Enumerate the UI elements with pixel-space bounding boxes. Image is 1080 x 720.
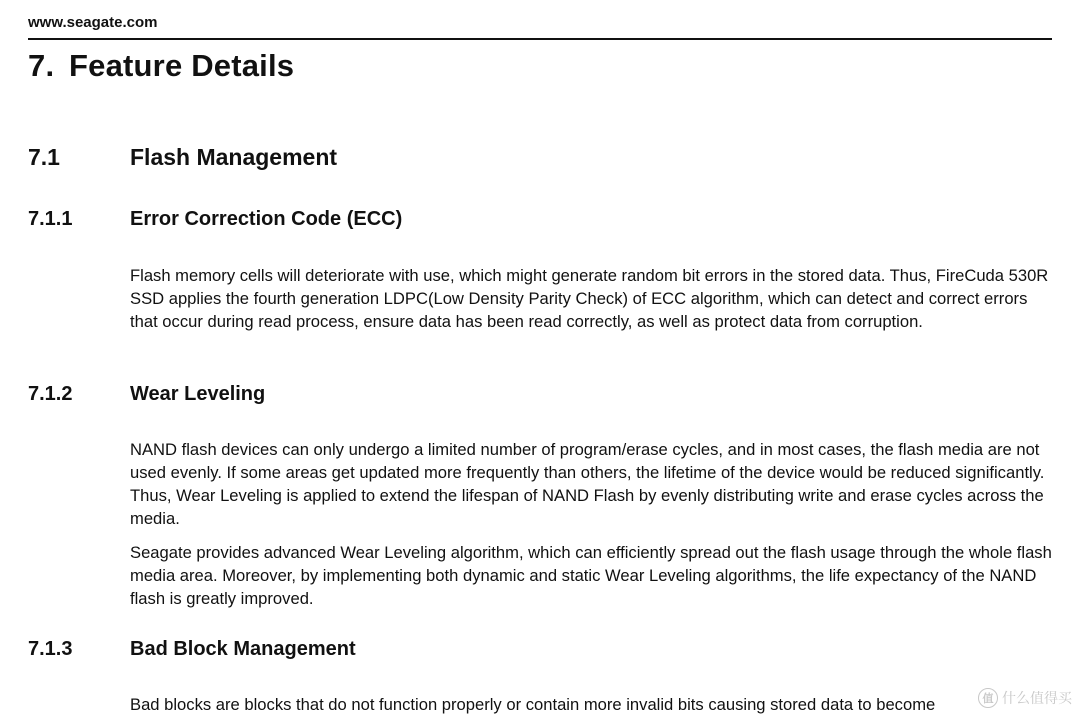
site-url[interactable]: www.seagate.com	[28, 14, 158, 31]
chapter-title	[28, 48, 294, 84]
section-number: 7.1.3	[28, 638, 73, 660]
section-title: Error Correction Code (ECC)	[130, 208, 403, 230]
section-number: 7.1.1	[28, 208, 73, 230]
paragraph-wear-leveling-1: NAND flash devices can only undergo a limited number of program/erase cycles, and in most cases, the flash media are not used evenly. If some areas get updated more frequently than others, the lifetime of the device would be reduced significantly. Thus, Wear Leveling is applied to extend the lifespan of NAND Flash by evenly distributing write and erase cycles across the media.	[130, 440, 1045, 528]
header-rule	[28, 38, 1052, 40]
chapter-title-text: Feature Details	[69, 48, 295, 83]
paragraph-wear-leveling-2: Seagate provides advanced Wear Leveling algorithm, which can efficiently spread out the flash usage through the whole flash media area. Moreover, by implementing both dynamic and static Wear Leveling algorithms, the life expectancy of the NAND flash is greatly improved.	[130, 543, 1052, 608]
section-title: Wear Leveling	[130, 383, 266, 405]
section-number: 7.1.2	[28, 383, 73, 405]
section-heading-7-1-2	[28, 383, 828, 411]
section-title: Bad Block Management	[130, 638, 356, 660]
paragraph-ecc: Flash memory cells will deteriorate with use, which might generate random bit errors in the stored data. Thus, FireCuda 530R SSD applies the fourth generation LDPC(Low Density Parity Check) of ECC algorithm, which can detect and correct errors that occur during read process, ensure data has been read correctly, as well as protect data from corruption.	[130, 266, 1049, 331]
section-heading-7-1-3	[28, 638, 828, 666]
watermark-logo-icon: 值	[978, 688, 998, 708]
watermark-text: 什么值得买	[1002, 691, 1072, 707]
chapter-number: 7.	[28, 48, 55, 83]
section-title: Flash Management	[130, 144, 338, 170]
section-number: 7.1	[28, 144, 60, 170]
section-heading-7-1	[28, 144, 828, 174]
paragraph-bad-block: Bad blocks are blocks that do not function properly or contain more invalid bits causing stored data to become	[130, 695, 936, 714]
section-heading-7-1-1	[28, 208, 828, 236]
watermark	[978, 688, 1072, 708]
